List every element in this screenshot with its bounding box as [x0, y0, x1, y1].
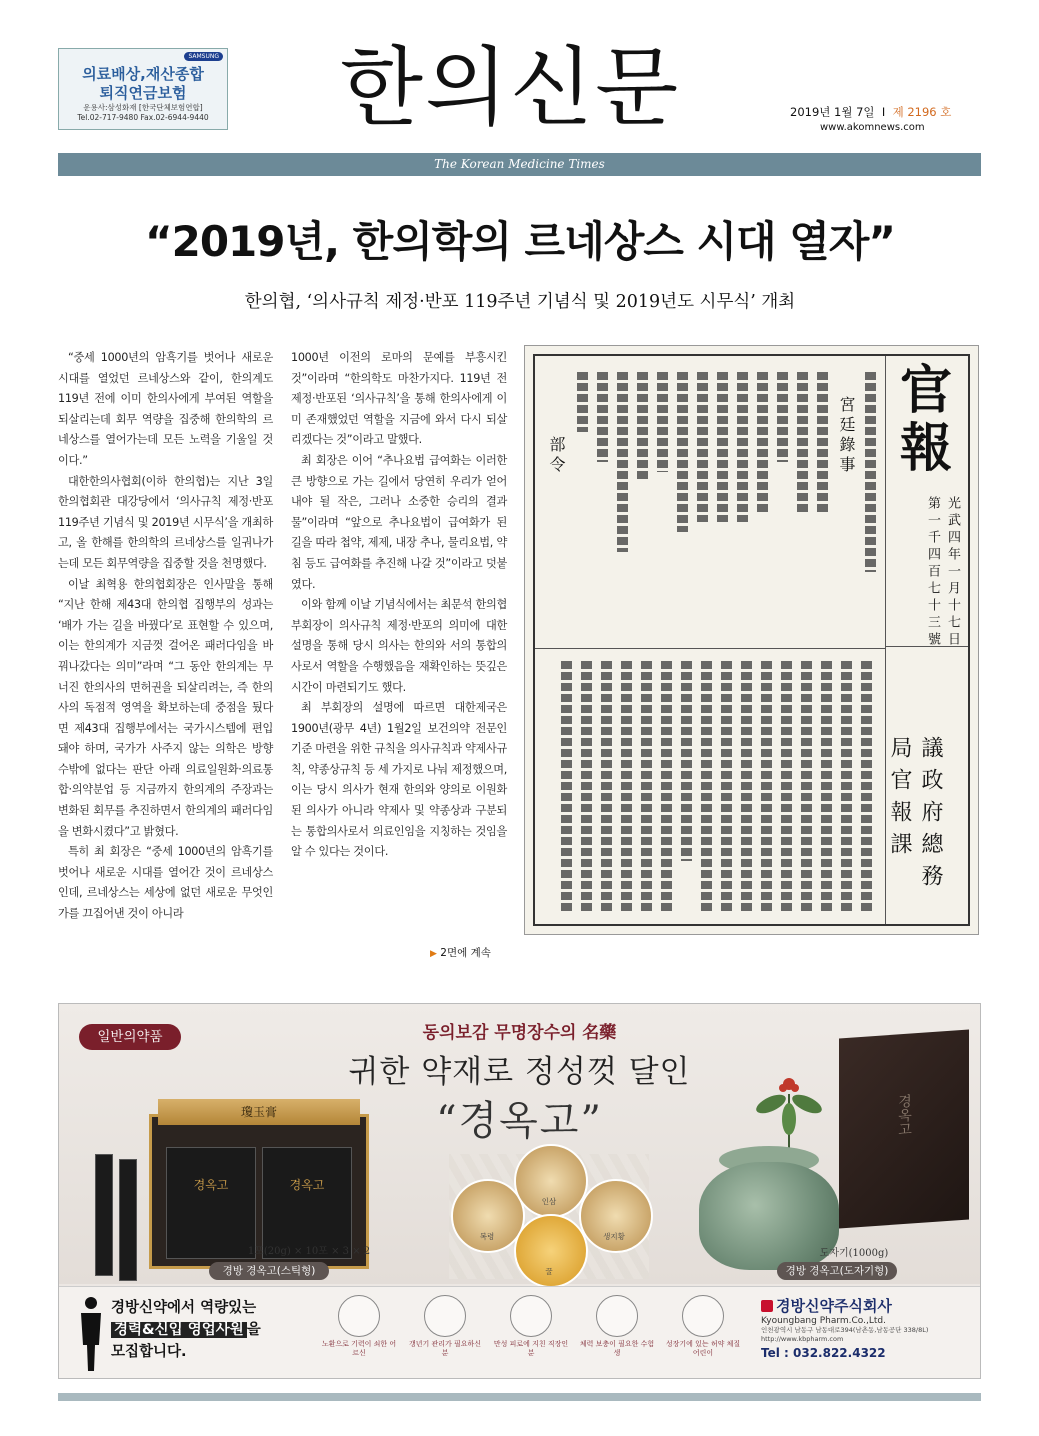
gazette-number: 第一千四百七十三號 — [925, 496, 940, 649]
gazette-text-column — [781, 661, 792, 911]
site-url[interactable]: www.akomnews.com — [820, 122, 925, 133]
english-name: The Korean Medicine Times — [434, 157, 605, 171]
gazette-section-2: 部令 — [547, 436, 566, 476]
target-item — [579, 1295, 655, 1358]
herb-label: 생지황 — [603, 1232, 625, 1241]
target-caption: 만성 피로에 지친 직장인 분 — [493, 1340, 569, 1357]
paragraph: 최 부회장의 설명에 따르면 대한제국은 1900년(광무 4년) 1월2일 보건의약 전문인 기준 마련을 위한 규칙을 의사규칙과 약제사규칙, 약종상규칙 등 세 가지로 나눠 제정했으며, 이는 당시 의사가 현재 한의와 양의로 이원화된 의사가 아니라 약제사 및 약종상과 구분되는 통합의사로서 의료인임을 지칭하는 것임을 알 수 있다는 것이다. — [291, 701, 507, 859]
gazette-text-column — [757, 372, 768, 512]
gazette-text-column — [801, 661, 812, 911]
company-logo-icon — [761, 1300, 773, 1312]
wooden-box-label: 경옥고 — [896, 1093, 912, 1137]
insurance-ad[interactable] — [58, 48, 228, 130]
paragraph: 이와 함께 이날 기념식에서는 최문석 한의협 부회장이 의사규칙 제정·반포의 의미에 대한 설명을 통해 당시 의사는 한의와 서의 통합의사로서 역할을 수행했음을 재확인하는 뜻깊은 시간이 마련되기도 했다. — [291, 598, 507, 694]
issue-number: 제 2196 호 — [892, 105, 952, 119]
target-caption: 체력 보충이 필요한 수험생 — [579, 1340, 655, 1357]
insurance-ad-tel: Tel.02-717-9480 Fax.02-6944-9440 — [77, 113, 209, 122]
herb-label: 꿀 — [545, 1267, 553, 1276]
gazette-text-column — [721, 661, 732, 911]
insurance-ad-line1: 의료배상,재산종합 — [82, 65, 204, 83]
pouch-label: 경옥고 — [193, 1178, 229, 1192]
ad-kicker: 동의보감 무명장수의 名藥 — [422, 1023, 617, 1043]
gazette-text-column — [701, 661, 712, 911]
gazette-section-1: 宮廷錄事 — [837, 396, 856, 476]
target-caption: 성장기에 있는 허약 체질 어린이 — [665, 1340, 741, 1357]
gazette-frame — [533, 354, 970, 926]
pouch-label: 경옥고 — [289, 1178, 325, 1192]
issue-date: 2019년 1월 7일 — [790, 105, 875, 119]
company-name-text: 경방신약주식회사 — [776, 1297, 892, 1315]
recruit-line-1: 경방신약에서 역량있는 — [111, 1300, 257, 1316]
paragraph: 이날 최혁용 한의협회장은 인사말을 통해 “지난 한해 제43대 한의협 집행부의 성과는 ‘배가 가는 길을 바꿨다’로 표현할 수 있으며, 이는 한의계가 지금껏 걸어온 패러다임을 바꿔나갔다는 의미”라며 “그 동안 한의계는 무너진 한의사의 면허권을 되살리려는, 즉 한의사의 독점적 영역을 확보하는데 중점을 뒀다면 제43대 집행부에서는 국가시스템에 편입돼야 하며, 국가가 사주지 않는 의학은 방향 수밖에 없다는 판단 아래 의료일원화·의료통합·의약분업 등 지금까지 한의계의 주장과는 변화된 회무를 추진하면서 한의계의 패러다임을 변화시켰다”고 밝혔다. — [58, 577, 273, 838]
gazette-text-column — [621, 661, 632, 911]
gazette-text-column — [657, 372, 668, 472]
target-item — [665, 1295, 741, 1358]
gazette-text-column — [841, 661, 852, 911]
company-address: 인천광역시 남동구 남동대로394(남촌동,남동공단 338/8L) — [761, 1326, 929, 1334]
gazette-text-column — [737, 372, 748, 522]
gazette-text-column — [865, 372, 876, 572]
gift-box-lid — [158, 1099, 360, 1125]
gazette-divider — [535, 648, 886, 649]
ad-hero — [59, 1004, 980, 1284]
paragraph: “중세 1000년의 암흑기를 벗어나 새로운 시대를 열었던 르네상스와 같이, 한의계도 119년 전에 이미 한의사에게 부여된 역할을 되살리는데 회무 역량을 집중해 한의학의 르네상스를 열어가는데 모든 노력을 기울일 것이다.” — [58, 351, 273, 467]
target-item — [321, 1295, 397, 1358]
gazette-title: 官報 — [899, 360, 952, 479]
student-icon — [596, 1295, 638, 1337]
mother-icon — [424, 1295, 466, 1337]
gazette-text-column — [817, 372, 828, 512]
gazette-text-column — [561, 661, 572, 911]
gazette-date: 光武四年一月十七日 — [945, 496, 960, 649]
english-name-band — [58, 153, 981, 176]
herb-label: 인삼 — [541, 1197, 557, 1206]
jar-product-label: 경방 경옥고(도자기형) — [777, 1262, 897, 1280]
gazette-text-column — [637, 372, 648, 482]
gazette-text-column — [677, 372, 688, 532]
gazette-text-column — [741, 661, 752, 911]
masthead-title: 한의신문 — [339, 38, 681, 138]
gazette-text-column — [641, 661, 652, 911]
gazette-text-column — [697, 372, 708, 522]
target-caption: 갱년기 관리가 필요하신 분 — [408, 1340, 482, 1357]
insurance-ad-sub: 운용사:삼성화재 [한국단체보험연합] — [83, 103, 203, 112]
gazette-text-column — [577, 372, 588, 432]
continued-label: 2면에 계속 — [440, 947, 491, 959]
otc-badge: 일반의약품 — [79, 1024, 181, 1050]
target-users — [321, 1295, 741, 1373]
target-item — [493, 1295, 569, 1358]
dateline-separator: I — [881, 105, 886, 119]
ad-footer — [59, 1286, 980, 1379]
company-url[interactable]: http://www.kbpharm.com — [761, 1335, 844, 1343]
footer-band — [58, 1393, 981, 1401]
recruit-line-2 — [111, 1319, 316, 1341]
gift-box-title: 瓊玉膏 — [240, 1105, 277, 1119]
office-worker-icon — [510, 1295, 552, 1337]
ad-main-copy: 귀한 약재로 정성껏 달인 — [348, 1054, 691, 1090]
company-info — [761, 1295, 971, 1360]
gazette-text-column — [761, 661, 772, 911]
stick-pack — [95, 1154, 113, 1276]
gazette-text-column — [617, 372, 628, 552]
insurance-ad-line2: 퇴직연금보험 — [99, 84, 187, 102]
paragraph: 특히 최 회장은 “중세 1000년의 암흑기를 벗어나 새로운 시대를 열어간 것이 르네상스인데, 르네상스는 세상에 없던 새로운 무엇인가를 끄집어낸 것이 아니라 — [58, 845, 273, 921]
ad-product-name: “경옥고” — [436, 1098, 603, 1144]
herb-label: 복령 — [479, 1232, 495, 1241]
gazette-text-column — [797, 372, 808, 512]
company-tel[interactable]: Tel : 032.822.4322 — [761, 1346, 886, 1360]
gazette-image — [524, 345, 979, 935]
recruit-line-3: 모집합니다. — [111, 1344, 187, 1360]
gazette-publisher: 議政府總務局官報課 — [887, 736, 943, 896]
stick-product-label: 경방 경옥고(스틱형) — [209, 1262, 329, 1280]
company-name — [761, 1295, 971, 1316]
dateline — [790, 104, 985, 120]
subheadline: 한의협, ‘의사규칙 제정·반포 119주년 기념식 및 2019년도 시무식’ 개최 — [244, 292, 796, 312]
recruit-message — [111, 1297, 316, 1363]
recruit-highlight: 경력&신입 영업사원 — [111, 1322, 247, 1338]
gazette-text-column — [601, 661, 612, 911]
target-item — [407, 1295, 483, 1358]
elderly-person-icon — [338, 1295, 380, 1337]
article-column-1 — [58, 348, 273, 925]
company-english-name: Kyoungbang Pharm.Co.,Ltd. — [761, 1316, 886, 1326]
stick-pack — [119, 1159, 137, 1281]
gazette-text-column — [681, 661, 692, 861]
gazette-text-column — [777, 372, 788, 462]
child-icon — [682, 1295, 724, 1337]
headline: “2019년, 한의학의 르네상스 시대 열자” — [145, 217, 895, 266]
continued-link[interactable] — [430, 945, 510, 960]
paragraph: 대한한의사협회(이하 한의협)는 지난 3일 한의협회관 대강당에서 ‘의사규칙 제정·반포 119주년 기념식 및 2019년 시무식’을 개최하고, 올 한해를 한의학의 르네상스를 일궈나가는데 모든 회무역량을 집중할 것을 천명했다. — [58, 474, 273, 570]
stick-spec: 1포(20g) × 10포 × 3 × 2 — [247, 1246, 371, 1257]
recruit-suffix: 을 — [246, 1322, 261, 1338]
gazette-text-column — [597, 372, 608, 462]
gazette-text-column — [861, 661, 872, 911]
jar-spec: 도자기(1000g) — [819, 1248, 889, 1259]
businessman-icon — [79, 1295, 103, 1371]
gazette-text-column — [581, 661, 592, 911]
target-caption: 노환으로 기력이 쇠한 어르신 — [321, 1340, 397, 1357]
triangle-right-icon: ▶ — [430, 949, 437, 959]
ginseng-plant-icon — [749, 1064, 829, 1154]
paragraph: 최 회장은 이어 “추나요법 급여화는 이러한 큰 방향으로 가는 길에서 당연히 우리가 얻어내야 될 작은, 그러나 소중한 승리의 결과물”이라며 “앞으로 추나요법이 급여화가 된 길을 따라 첩약, 제제, 내장 추나, 물리요법, 약침 등도 급여화를 추진해 나갈 것”이라고 덧붙였다. — [291, 453, 507, 591]
article-column-2 — [291, 348, 507, 863]
gazette-text-column — [661, 661, 672, 911]
wooden-box — [839, 1029, 969, 1228]
samsung-logo: SAMSUNG — [184, 52, 223, 61]
gazette-text-column — [717, 372, 728, 522]
kyeongokgo-ad[interactable] — [58, 1003, 981, 1379]
gazette-text-column — [821, 661, 832, 911]
paragraph: 1000년 이전의 로마의 문예를 부흥시킨 것”이라며 “한의학도 마찬가지다. 119년 전 제정·반포된 ‘의사규칙’을 통해 한의사에게 이미 존재했었던 역할을 지금에 와서 다시 되살리겠다는 것”이라고 말했다. — [291, 351, 507, 447]
